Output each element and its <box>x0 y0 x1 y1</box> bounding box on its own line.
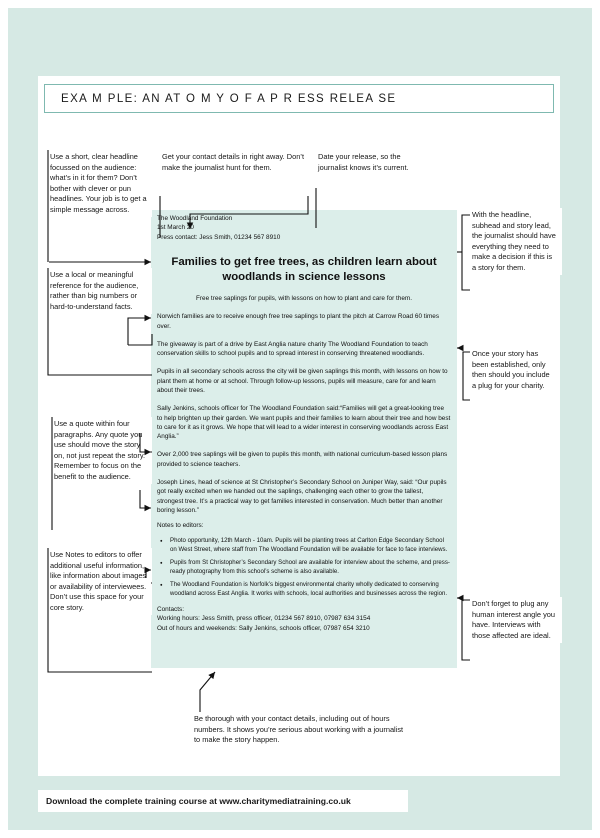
notes-to-editors-heading: Notes to editors: <box>157 522 204 530</box>
list-item: ● The Woodland Foundation is Norfolk’s biggest environmental charity wholly dedicated to conserving woodland across East Anglia. It works with schools, local authorities and businesses across the region. <box>170 580 451 598</box>
release-date: 1st March 20 <box>157 224 194 232</box>
page-title: EXA M PLE: AN AT O M Y O F A P R ESS RELEA SE <box>61 92 397 105</box>
annotation-human-interest-tip: Don’t forget to plug any human interest angle you have. Interviews with those affected are ideal. <box>470 597 562 643</box>
release-paragraph-1: Norwich families are to receive enough free tree saplings to plant the pitch at Carrow Road 60 times over. <box>157 313 440 330</box>
annotation-thorough-tip: Be thorough with your contact details, including out of hours numbers. It shows you’re serious about working with a journalist to make the story happen. <box>192 712 414 748</box>
annotation-lead-tip: With the headline, subhead and story lead, the journalist should have everything they need to make a decision if this is a story for them. <box>470 208 562 275</box>
annotation-contact-tip: Get your contact details in right away. Don’t make the journalist hunt for them. <box>160 150 308 175</box>
page-title-bar <box>44 84 554 113</box>
list-item: ● Photo opportunity, 12th March - 10am. Pupils will be planting trees at Carlton Edge Secondary School on West Street, where staff from The Woodland Foundation will be available for face to face interviews. <box>170 536 451 554</box>
footer-link-text[interactable]: Download the complete training course at www.charitymediatraining.co.uk <box>46 796 351 806</box>
contacts-working-hours: Working hours: Jess Smith, press officer, 01234 567 8910, 07987 634 3154 <box>157 615 371 623</box>
list-item: ● Pupils from St Christopher’s Secondary School are available for interview about the scheme, and press-ready photography from this school’s scheme is also available. <box>170 558 451 576</box>
annotation-local-reference-tip: Use a local or meaningful reference for the audience, rather than big numbers or hard-to-understand facts. <box>48 268 152 314</box>
footer-bar <box>38 790 408 812</box>
release-paragraph-6: Joseph Lines, head of science at St Christopher’s Secondary School on Juniper Way, said: “Our pupils got really excited when we handed out the saplings, challenging each other to grow the tallest, strongest tree. It’s a practical way to get families interested in conservation. Much better than another boring lesson.” <box>157 479 447 514</box>
annotation-quote-tip: Use a quote within four paragraphs. Any quote you use should move the story on, not just repeat the story. Remember to focus on the benefit to the audience. <box>52 417 152 484</box>
notes-to-editors-list <box>157 536 451 599</box>
release-standfirst: Free tree saplings for pupils, with lessons on how to plant and care for them. <box>196 295 412 303</box>
release-paragraph-2: The giveaway is part of a drive by East Anglia nature charity The Woodland Foundation to teach conservation skills to school pupils and to spread interest in conserving threatened woodlands. <box>157 340 428 358</box>
release-paragraph-4: Sally Jenkins, schools officer for The Woodland Foundation said:“Families will get a great-looking tree to help brighten up their garden. We want pupils and their families to learn about their tree and how best to care for it as it grows. We hope that will lead to a wider interest in conserving woodlands across East Anglia.” <box>157 405 451 441</box>
release-org: The Woodland Foundation <box>157 215 233 222</box>
release-paragraph-5: Over 2,000 tree saplings will be given to pupils this month, with national curriculum-based lesson plans provided to science teachers. <box>157 451 448 468</box>
release-paragraph-3: Pupils in all secondary schools across the city will be given saplings this month, with lessons on how to plant them at home or at school. Through follow-up lessons, pupils will measure, care for and learn about their trees. <box>157 368 448 394</box>
annotation-date-tip: Date your release, so the journalist knows it’s current. <box>316 150 428 175</box>
release-headline: Families to get free trees, as children learn about woodlands in science lessons <box>171 256 437 283</box>
contacts-out-of-hours: Out of hours and weekends: Sally Jenkins, schools officer, 07987 654 3210 <box>157 624 370 632</box>
annotation-plug-tip: Once your story has been established, only then should you include a plug for your charity. <box>470 347 556 393</box>
annotation-headline-tip: Use a short, clear headline focussed on the audience: what’s in it for them? Don’t bother with clever or pun headlines. Your job is to get a simple message across. <box>48 150 152 217</box>
press-release-document <box>151 210 457 668</box>
contacts-heading: Contacts: <box>157 606 184 614</box>
annotation-notes-tip: Use Notes to editors to offer additional useful information, like information about images or availability of interviewees. Don’t use this space for your core story. <box>48 548 152 615</box>
release-press-contact: Press contact: Jess Smith, 01234 567 8910 <box>157 233 281 241</box>
